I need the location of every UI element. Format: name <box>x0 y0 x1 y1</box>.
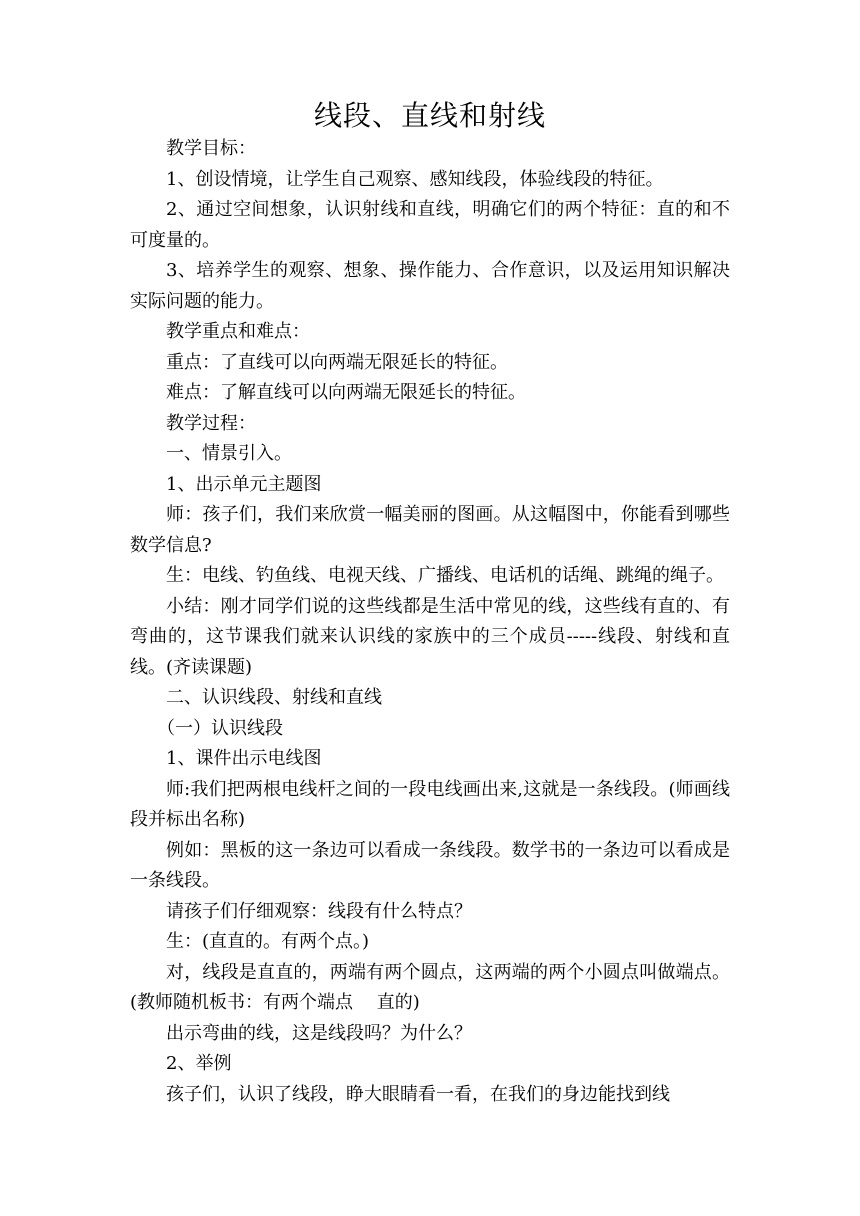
paragraph: 例如：黑板的这一条边可以看成一条线段。数学书的一条边可以看成是一条线段。 <box>130 839 730 891</box>
paragraph: 重点：了直线可以向两端无限延长的特征。 <box>166 351 508 373</box>
paragraph: 师：孩子们，我们来欣赏一幅美丽的图画。从这幅图中，你能看到哪些数学信息? <box>130 504 730 556</box>
paragraph: 3、培养学生的观察、想象、操作能力、合作意识，以及运用知识解决实际问题的能力。 <box>130 260 730 312</box>
paragraph: 1、课件出示电线图 <box>166 748 322 769</box>
paragraph: 难点：了解直线可以向两端无限延长的特征。 <box>166 382 526 403</box>
paragraph: 2、通过空间想象，认识射线和直线，明确它们的两个特征：直的和不可度量的。 <box>130 199 730 251</box>
paragraph: 出示弯曲的线，这是线段吗？为什么？ <box>166 1022 472 1044</box>
paragraph: 2、举例 <box>166 1053 232 1074</box>
paragraph: （一）认识线段 <box>157 717 283 739</box>
paragraph: 1、出示单元主题图 <box>166 473 322 495</box>
document-body <box>130 134 730 1110</box>
paragraph: 生：电线、钓鱼线、电视天线、广播线、电话机的话绳、跳绳的绳子。 <box>166 565 724 586</box>
document-title: 线段、直线和射线 <box>313 99 546 132</box>
paragraph: 1、创设情境，让学生自己观察、感知线段，体验线段的特征。 <box>166 168 664 190</box>
paragraph: 二、认识线段、射线和直线 <box>166 687 382 708</box>
paragraph: 师:我们把两根电线杆之间的一段电线画出来,这就是一条线段。(师画线段并标出名称) <box>130 778 730 830</box>
paragraph: 一、情景引入。 <box>166 443 292 464</box>
paragraph: 对，线段是直直的，两端有两个圆点，这两端的两个小圆点叫做端点。(教师随机板书：有两个端点 直的) <box>130 961 730 1013</box>
paragraph: 请孩子们仔细观察：线段有什么特点？ <box>166 900 472 922</box>
paragraph: 小结：刚才同学们说的这些线都是生活中常见的线，这些线有直的、有弯曲的，这节课我们就来认识线的家族中的三个成员-----线段、射线和直线。(齐读课题) <box>130 595 730 678</box>
paragraph: 教学过程： <box>166 412 256 434</box>
paragraph: 教学重点和难点： <box>166 321 310 342</box>
paragraph: 孩子们，认识了线段，睁大眼睛看一看，在我们的身边能找到线 <box>166 1083 670 1105</box>
paragraph: 教学目标： <box>166 138 256 159</box>
paragraph: 生：(直直的。有两个点。) <box>166 931 370 952</box>
